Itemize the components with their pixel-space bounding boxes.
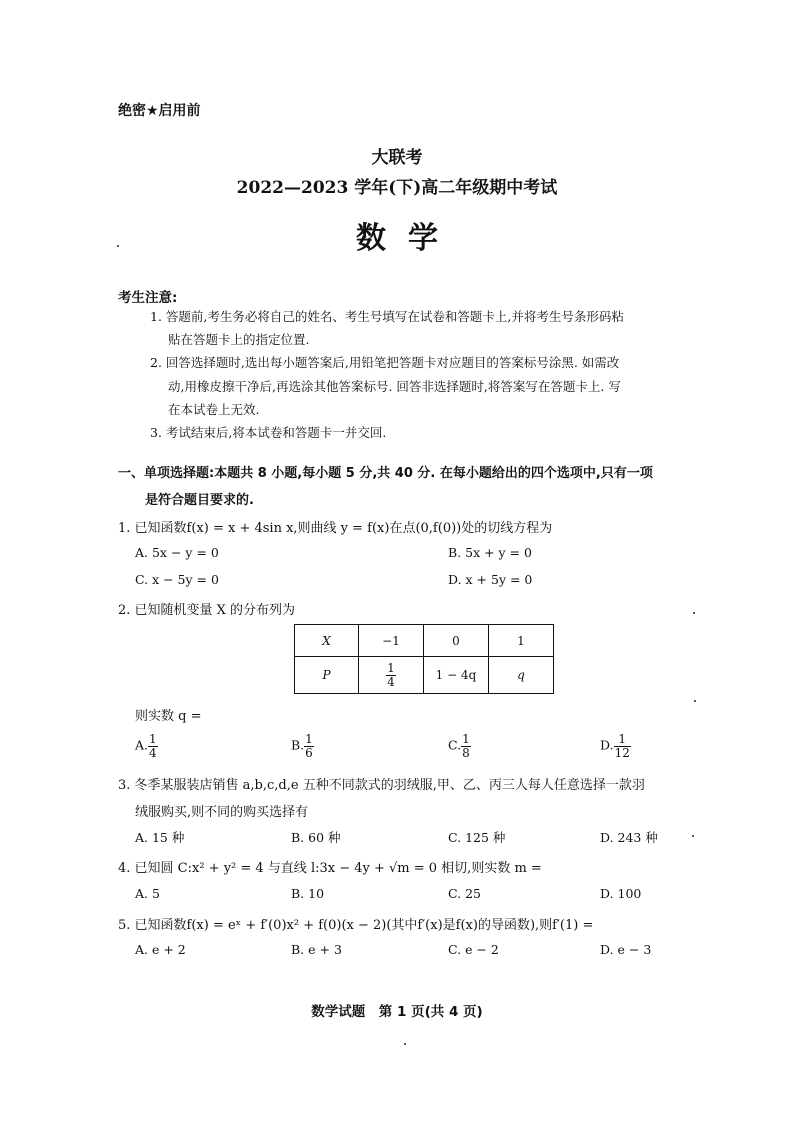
notice-line: 3. 考试结束后,将本试卷和答题卡一并交回. <box>150 425 387 440</box>
table-header-x: X <box>295 625 359 657</box>
exam-title: 2022—2023 学年(下)高二年级期中考试 <box>236 178 558 198</box>
question-5-stem: 5. 已知函数f(x) = eˣ + f′(0)x² + f(0)(x − 2)(其中f′(x)是f(x)的导函数),则f′(1) = <box>118 918 594 933</box>
confidential-label: 绝密★启用前 <box>118 103 201 119</box>
question-1-stem: 1. 已知函数f(x) = x + 4sin x,则曲线 y = f(x)在点(0,f(0))处的切线方程为 <box>118 521 553 536</box>
scan-speck <box>117 245 119 247</box>
scan-speck <box>692 835 694 837</box>
page-footer: 数学试题 第 1 页(共 4 页) <box>311 1004 483 1020</box>
q3-option-b: B. 60 种 <box>291 830 341 845</box>
q1-option-c: C. x − 5y = 0 <box>135 572 219 587</box>
notice-line: 1. 答题前,考生务必将自己的姓名、考生号填写在试卷和答题卡上,并将考生号条形码粘 <box>150 309 624 324</box>
q5-option-b: B. e + 3 <box>291 942 342 957</box>
q1-option-a: A. 5x − y = 0 <box>135 545 219 560</box>
table-prob-0: 1 − 4q <box>424 657 489 694</box>
subject-title: 数学 <box>356 221 460 256</box>
q4-option-a: A. 5 <box>135 886 160 901</box>
distribution-table <box>294 624 554 694</box>
q2-option-d: D. $\frac{1}{12}$ <box>600 732 630 760</box>
notice-line: 动,用橡皮擦干净后,再选涂其他答案标号. 回答非选择题时,将答案写在答题卡上. 写 <box>168 379 621 394</box>
table-value-0: 0 <box>424 625 489 657</box>
question-2-stem: 2. 已知随机变量 X 的分布列为 <box>118 603 296 618</box>
notice-line: 2. 回答选择题时,选出每小题答案后,用铅笔把答题卡对应题目的答案标号涂黑. 如需改 <box>150 355 620 370</box>
table-value-1: 1 <box>489 625 554 657</box>
organizer-title: 大联考 <box>371 148 423 168</box>
question-2-followup: 则实数 q = <box>135 709 202 724</box>
q5-option-d: D. e − 3 <box>600 942 652 957</box>
table-prob-neg1: $\frac{1}{4}$ <box>359 657 424 694</box>
section-heading-cont: 是符合题目要求的. <box>145 493 254 508</box>
q4-option-d: D. 100 <box>600 886 642 901</box>
q5-option-a: A. e + 2 <box>135 942 186 957</box>
q1-option-b: B. 5x + y = 0 <box>448 545 532 560</box>
question-3-stem-cont: 绒服购买,则不同的购买选择有 <box>135 805 309 820</box>
q4-option-b: B. 10 <box>291 886 325 901</box>
notice-line: 贴在答题卡上的指定位置. <box>168 332 310 347</box>
scan-speck <box>693 612 695 614</box>
scan-speck <box>694 700 696 702</box>
q2-option-b: B. $\frac{1}{6}$ <box>291 732 313 760</box>
q5-option-c: C. e − 2 <box>448 942 499 957</box>
section-heading: 一、单项选择题:本题共 8 小题,每小题 5 分,共 40 分. 在每小题给出的四个选项中,只有一项 <box>118 466 653 481</box>
scan-speck <box>404 1043 406 1045</box>
q1-option-d: D. x + 5y = 0 <box>448 572 533 587</box>
notice-heading: 考生注意: <box>118 290 178 306</box>
question-3-stem: 3. 冬季某服装店销售 a,b,c,d,e 五种不同款式的羽绒服,甲、乙、丙三人每人任意选择一款羽 <box>118 778 645 793</box>
q3-option-a: A. 15 种 <box>135 830 185 845</box>
notice-line: 在本试卷上无效. <box>168 402 260 417</box>
q4-option-c: C. 25 <box>448 886 481 901</box>
table-header-p: P <box>295 657 359 694</box>
q3-option-d: D. 243 种 <box>600 830 658 845</box>
table-value-neg1: −1 <box>359 625 424 657</box>
question-4-stem: 4. 已知圆 C:x² + y² = 4 与直线 l:3x − 4y + √m = 0 相切,则实数 m = <box>118 861 542 876</box>
table-prob-1: q <box>489 657 554 694</box>
q2-option-a: A. $\frac{1}{4}$ <box>135 732 157 760</box>
q3-option-c: C. 125 种 <box>448 830 506 845</box>
q2-option-c: C. $\frac{1}{8}$ <box>448 732 470 760</box>
